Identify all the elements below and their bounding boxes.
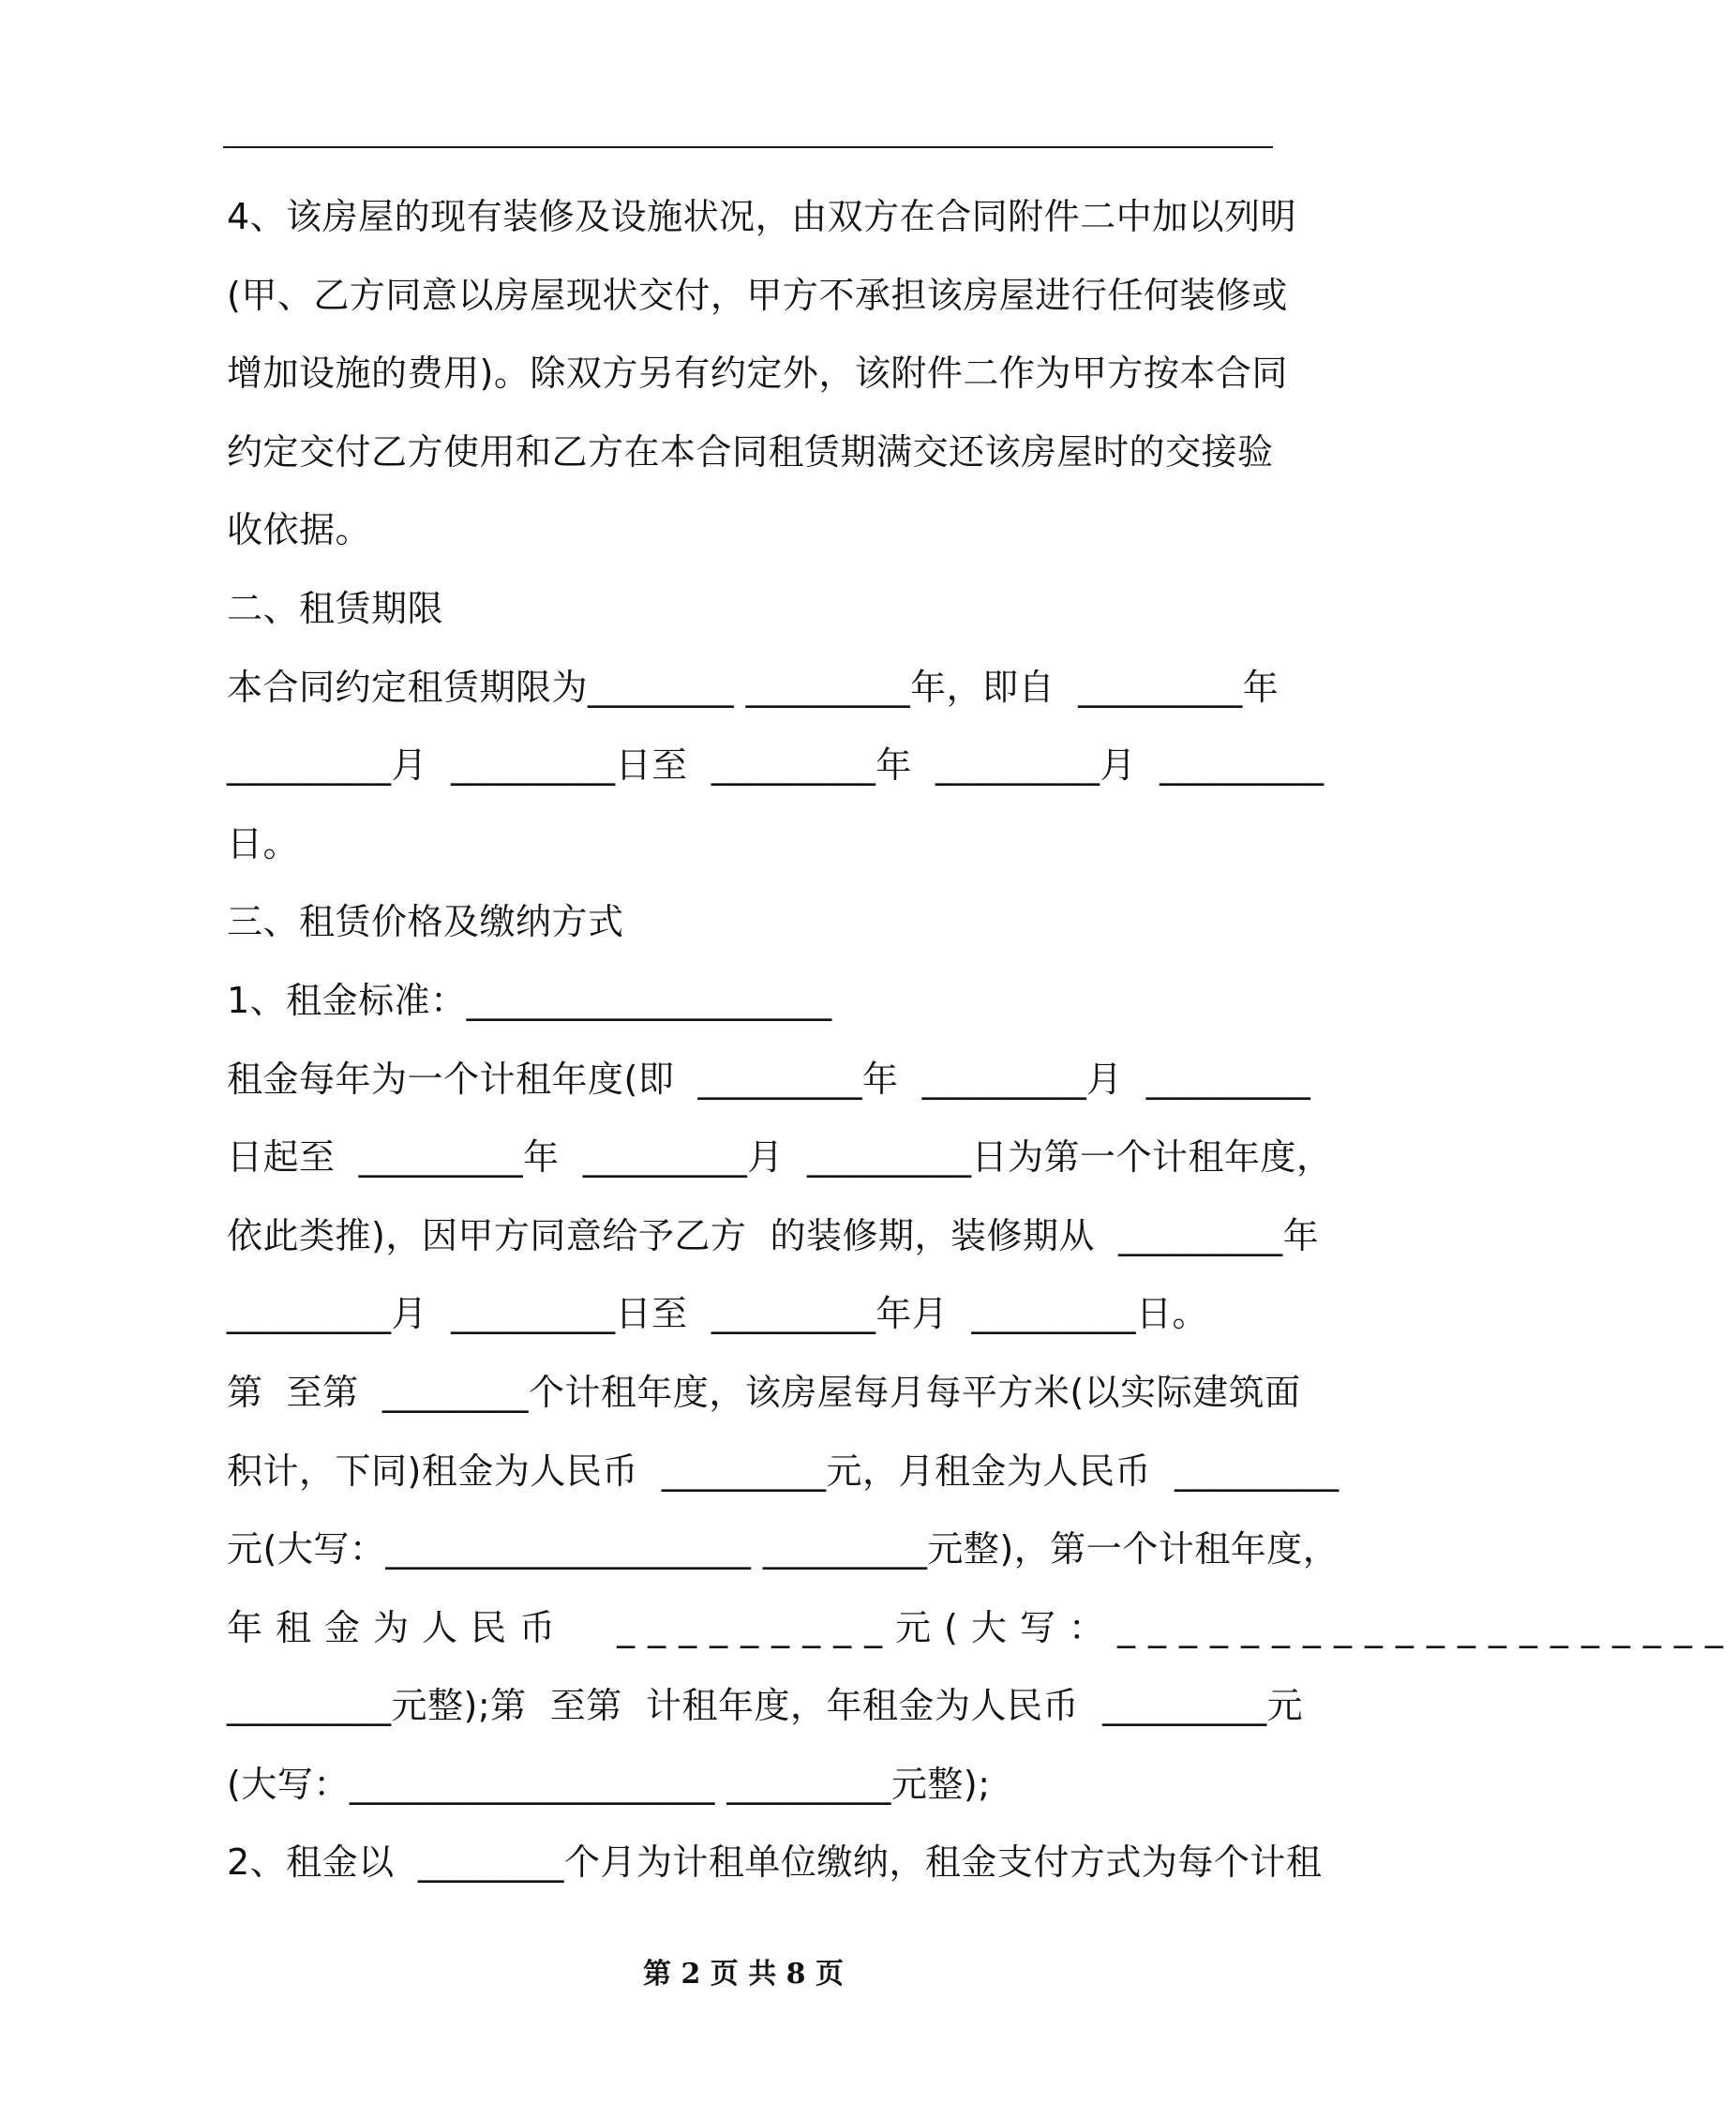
paragraph-line: 4、该房屋的现有装修及设施状况，由双方在合同附件二中加以列明 (227, 196, 1297, 237)
paragraph-line: 本合同约定租赁期限为________ _________年，即自 _________年 (227, 666, 1280, 708)
paragraph-line: _________月 _________日至 _________年 _________月 _________ (227, 744, 1324, 787)
page-number: 第 2 页 共 8 页 (643, 1958, 844, 1991)
header-rule (223, 146, 1273, 148)
paragraph-line: 收依据。 (227, 509, 372, 551)
paragraph-line: 1、租金标准：____________________ (227, 979, 832, 1021)
paragraph-line: (大写：____________________ _________元整); (227, 1763, 991, 1805)
paragraph-line: 日起至 _________年 _________月 _________日为第一个计租年度， (227, 1136, 1333, 1179)
section-heading: 三、租赁价格及缴纳方式 (227, 901, 624, 943)
paragraph-line: 依此类推)，因甲方同意给予乙方 的装修期，装修期从 _________年 (227, 1214, 1320, 1256)
paragraph-line: 第 至第 ________个计租年度，该房屋每月每平方米(以实际建筑面 (227, 1371, 1301, 1413)
paragraph-line: 增加设施的费用)。除双方另有约定外，该附件二作为甲方按本合同 (227, 353, 1288, 395)
paragraph-line: 约定交付乙方使用和乙方在本合同租赁期满交还该房屋时的交接验 (227, 430, 1274, 473)
paragraph-line: _________元整);第 至第 计租年度，年租金为人民币 _________元 (227, 1685, 1304, 1727)
paragraph-line: 年租金为人民币 _________元(大写：____________________ (227, 1606, 1736, 1648)
paragraph-line: (甲、乙方同意以房屋现状交付，甲方不承担该房屋进行任何装修或 (227, 274, 1288, 316)
section-heading: 二、租赁期限 (227, 587, 444, 629)
paragraph-line: 租金每年为一个计租年度(即 _________年 _________月 _________ (227, 1058, 1311, 1100)
paragraph-line: 日。 (227, 822, 300, 864)
paragraph-line: 元(大写：____________________ _________元整)，第一个计租年度， (227, 1528, 1339, 1570)
paragraph-line: 2、租金以 ________个月为计租单位缴纳，租金支付方式为每个计租 (227, 1841, 1323, 1884)
paragraph-line: 积计，下同)租金为人民币 _________元，月租金为人民币 _________ (227, 1450, 1339, 1492)
document-body (227, 178, 1736, 1902)
paragraph-line: _________月 _________日至 _________年月 _________日。 (227, 1293, 1208, 1335)
